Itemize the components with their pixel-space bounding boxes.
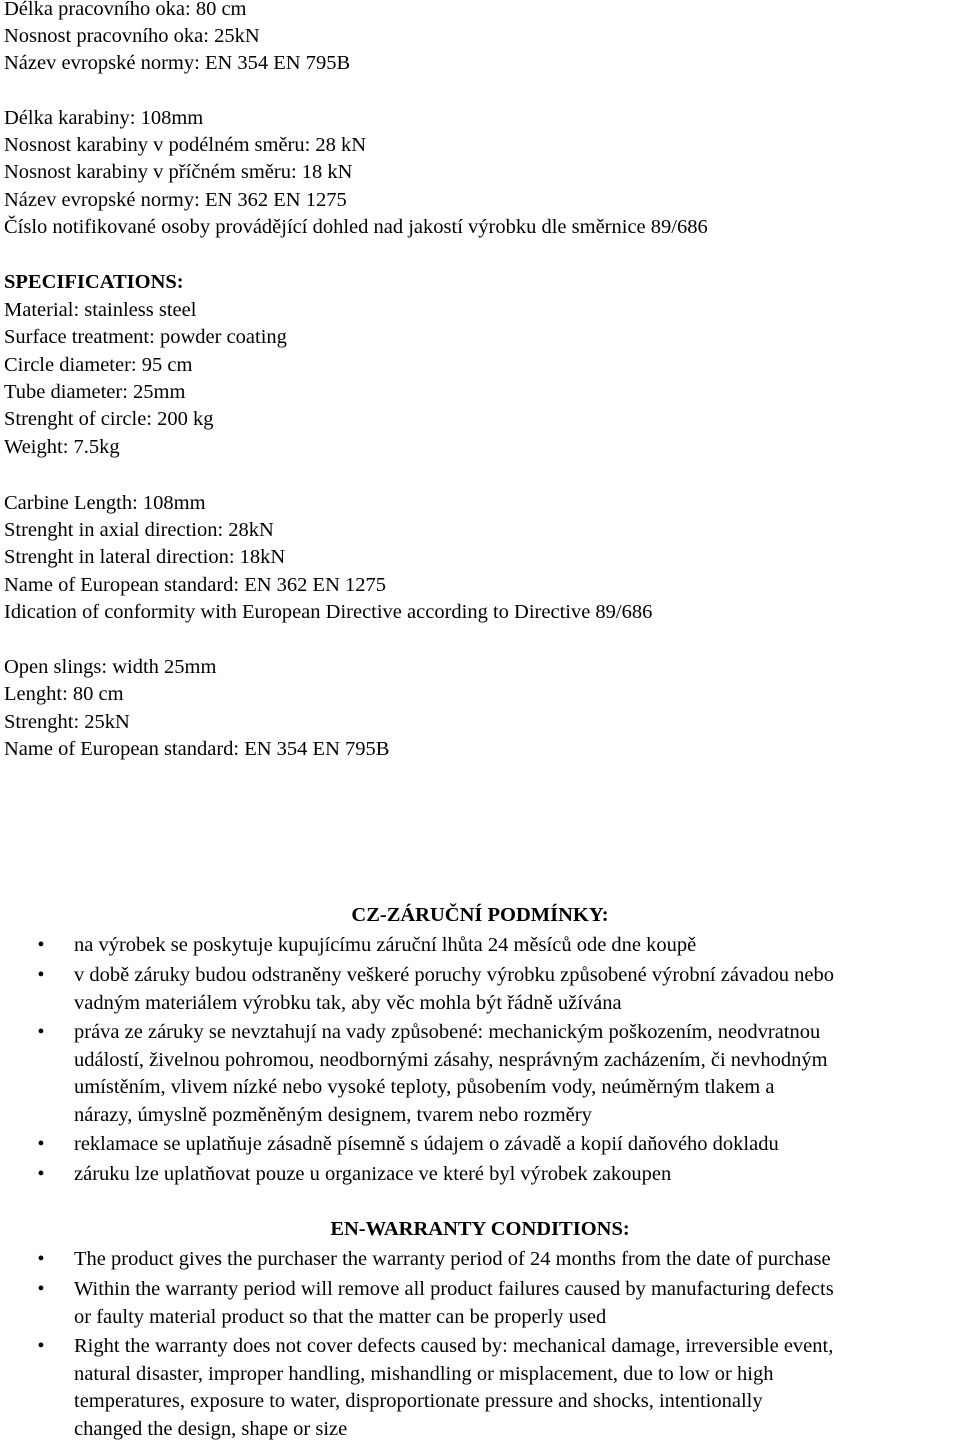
warranty-cz-text: vadným materiálem výrobku tak, aby věc mohla být řádně užívána [74, 990, 959, 1018]
warranty-cz-text: záruku lze uplatňovat pouze u organizace ve které byl výrobek zakoupen [74, 1161, 959, 1189]
carabiner-cz-line: Délka karabiny: 108mm [4, 105, 203, 132]
bullet-icon: • [34, 1246, 48, 1274]
warranty-cz-text: práva ze záruky se nevztahují na vady způsobené: mechanickým poškozením, neodvratnou [74, 1019, 959, 1047]
bullet-icon: • [34, 962, 48, 990]
bullet-icon: • [34, 1131, 48, 1159]
carbine-en-line: Name of European standard: EN 362 EN 1275 [4, 572, 386, 599]
specification-line: Tube diameter: 25mm [4, 379, 185, 406]
harness-cz-line: Délka pracovního oka: 80 cm [4, 0, 247, 23]
bullet-icon: • [34, 1019, 48, 1047]
carabiner-cz-line: Číslo notifikované osoby provádějící dohled nad jakostí výrobku dle směrnice 89/686 [4, 214, 708, 241]
carbine-en-line: Idication of conformity with European Directive according to Directive 89/686 [4, 599, 652, 626]
bullet-icon: • [34, 1161, 48, 1189]
bullet-icon: • [34, 1333, 48, 1361]
slings-en-line: Strenght: 25kN [4, 709, 130, 736]
harness-cz-line: Nosnost pracovního oka: 25kN [4, 23, 260, 50]
harness-cz-line: Název evropské normy: EN 354 EN 795B [4, 50, 350, 77]
warranty-cz-text: umístěním, vlivem nízké nebo vysoké teploty, působením vody, neúměrným tlakem a [74, 1074, 959, 1102]
bullet-icon: • [34, 932, 48, 960]
warranty-en-text: natural disaster, improper handling, mishandling or misplacement, due to low or high [74, 1361, 959, 1389]
carabiner-cz-line: Nosnost karabiny v podélném směru: 28 kN [4, 132, 366, 159]
specification-line: Circle diameter: 95 cm [4, 352, 192, 379]
warranty-en-text: changed the design, shape or size [74, 1416, 959, 1443]
warranty-en-text: temperatures, exposure to water, disproportionate pressure and shocks, intentionally [74, 1388, 959, 1416]
warranty-cz-text: událostí, živelnou pohromou, neodbornými zásahy, nesprávným zacházením, či nevhodným [74, 1047, 959, 1075]
carbine-en-line: Strenght in lateral direction: 18kN [4, 544, 285, 571]
warranty-en-text: or faulty material product so that the matter can be properly used [74, 1304, 959, 1332]
slings-en-line: Name of European standard: EN 354 EN 795B [4, 736, 389, 763]
slings-en-line: Open slings: width 25mm [4, 654, 216, 681]
warranty-en-text: Within the warranty period will remove all product failures caused by manufacturing defects [74, 1276, 959, 1304]
warranty-en-text: Right the warranty does not cover defects caused by: mechanical damage, irreversible event, [74, 1333, 959, 1361]
carabiner-cz-line: Název evropské normy: EN 362 EN 1275 [4, 187, 347, 214]
warranty-en-heading: EN-WARRANTY CONDITIONS: [0, 1216, 960, 1243]
warranty-cz-heading: CZ-ZÁRUČNÍ PODMÍNKY: [0, 902, 960, 929]
specification-line: Material: stainless steel [4, 297, 196, 324]
carbine-en-line: Carbine Length: 108mm [4, 490, 206, 517]
warranty-en-text: The product gives the purchaser the warranty period of 24 months from the date of purchase [74, 1246, 959, 1274]
specification-line: Surface treatment: powder coating [4, 324, 287, 351]
specification-line: Weight: 7.5kg [4, 434, 120, 461]
warranty-cz-text: na výrobek se poskytuje kupujícímu záruční lhůta 24 měsíců ode dne koupě [74, 932, 959, 960]
specifications-heading: SPECIFICATIONS: [4, 269, 184, 296]
warranty-cz-text: v době záruky budou odstraněny veškeré poruchy výrobku způsobené výrobní závadou nebo [74, 962, 959, 990]
carabiner-cz-line: Nosnost karabiny v příčném směru: 18 kN [4, 159, 352, 186]
carbine-en-line: Strenght in axial direction: 28kN [4, 517, 274, 544]
slings-en-line: Lenght: 80 cm [4, 681, 124, 708]
bullet-icon: • [34, 1276, 48, 1304]
warranty-cz-text: reklamace se uplatňuje zásadně písemně s údajem o závadě a kopií daňového dokladu [74, 1131, 959, 1159]
specification-line: Strenght of circle: 200 kg [4, 406, 214, 433]
warranty-cz-text: nárazy, úmyslně pozměněným designem, tvarem nebo rozměry [74, 1102, 959, 1130]
